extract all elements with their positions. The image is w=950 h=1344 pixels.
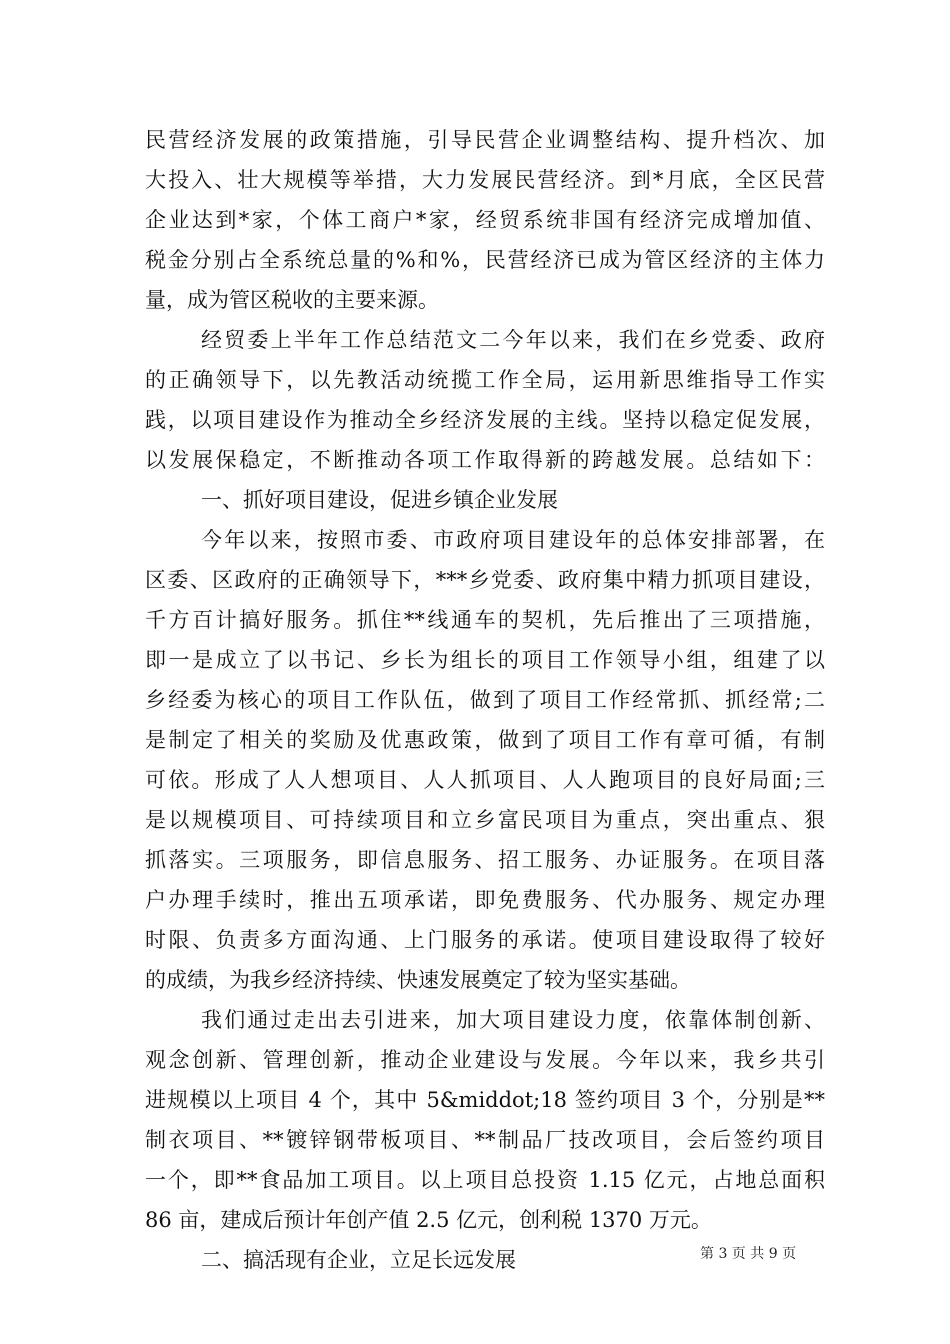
text-line: 一个，即**食品加工项目。以上项目总投资 1.15 亿元，占地总面积 (145, 1168, 825, 1192)
text-line: 千方百计搞好服务。抓住**线通车的契机，先后推出了三项措施， (145, 608, 825, 632)
section-heading: 一、抓好项目建设，促进乡镇企业发展 (201, 488, 558, 512)
text-line: 的正确领导下，以先教活动统揽工作全局，运用新思维指导工作实 (145, 368, 825, 392)
text-line: 乡经委为核心的项目工作队伍，做到了项目工作经常抓、抓经常;二 (145, 688, 825, 712)
text-line: 是以规模项目、可持续项目和立乡富民项目为重点，突出重点、狠 (145, 808, 825, 832)
text-line: 以发展保稳定，不断推动各项工作取得新的跨越发展。总结如下： (145, 448, 825, 472)
text-line: 区委、区政府的正确领导下，***乡党委、政府集中精力抓项目建设， (145, 568, 825, 592)
page-number: 第 3 页 共 9 页 (700, 1246, 797, 1262)
text-line: 践，以项目建设作为推动全乡经济发展的主线。坚持以稳定促发展， (145, 408, 825, 432)
text-line: 民营经济发展的政策措施，引导民营企业调整结构、提升档次、加 (145, 128, 825, 152)
section-heading: 二、搞活现有企业，立足长远发展 (201, 1248, 516, 1272)
text-line: 观念创新、管理创新，推动企业建设与发展。今年以来，我乡共引 (145, 1048, 825, 1072)
text-line: 户办理手续时，推出五项承诺，即免费服务、代办服务、规定办理 (145, 888, 825, 912)
text-line: 我们通过走出去引进来，加大项目建设力度，依靠体制创新、 (201, 1008, 825, 1032)
text-line: 量，成为管区税收的主要来源。 (145, 288, 439, 312)
text-line: 的成绩，为我乡经济持续、快速发展奠定了较为坚实基础。 (145, 968, 691, 992)
text-line: 税金分别占全系统总量的%和%，民营经济已成为管区经济的主体力 (145, 248, 825, 272)
text-line: 抓落实。三项服务，即信息服务、招工服务、办证服务。在项目落 (145, 848, 825, 872)
text-line: 今年以来，按照市委、市政府项目建设年的总体安排部署，在 (201, 528, 825, 552)
text-line: 企业达到*家，个体工商户*家，经贸系统非国有经济完成增加值、 (145, 208, 825, 232)
text-line: 制衣项目、**镀锌钢带板项目、**制品厂技改项目，会后签约项目 (145, 1128, 825, 1152)
text-line: 进规模以上项目 4 个，其中 5&middot;18 签约项目 3 个，分别是** (145, 1088, 825, 1112)
text-line: 是制定了相关的奖励及优惠政策，做到了项目工作有章可循，有制 (145, 728, 825, 752)
text-line: 大投入、壮大规模等举措，大力发展民营经济。到*月底，全区民营 (145, 168, 825, 192)
text-line: 即一是成立了以书记、乡长为组长的项目工作领导小组，组建了以 (145, 648, 825, 672)
document-body (145, 120, 825, 1280)
text-line: 86 亩，建成后预计年创产值 2.5 亿元，创利税 1370 万元。 (145, 1208, 712, 1232)
text-line: 经贸委上半年工作总结范文二今年以来，我们在乡党委、政府 (201, 328, 825, 352)
text-line: 时限、负责多方面沟通、上门服务的承诺。使项目建设取得了较好 (145, 928, 825, 952)
text-line: 可依。形成了人人想项目、人人抓项目、人人跑项目的良好局面;三 (145, 768, 825, 792)
